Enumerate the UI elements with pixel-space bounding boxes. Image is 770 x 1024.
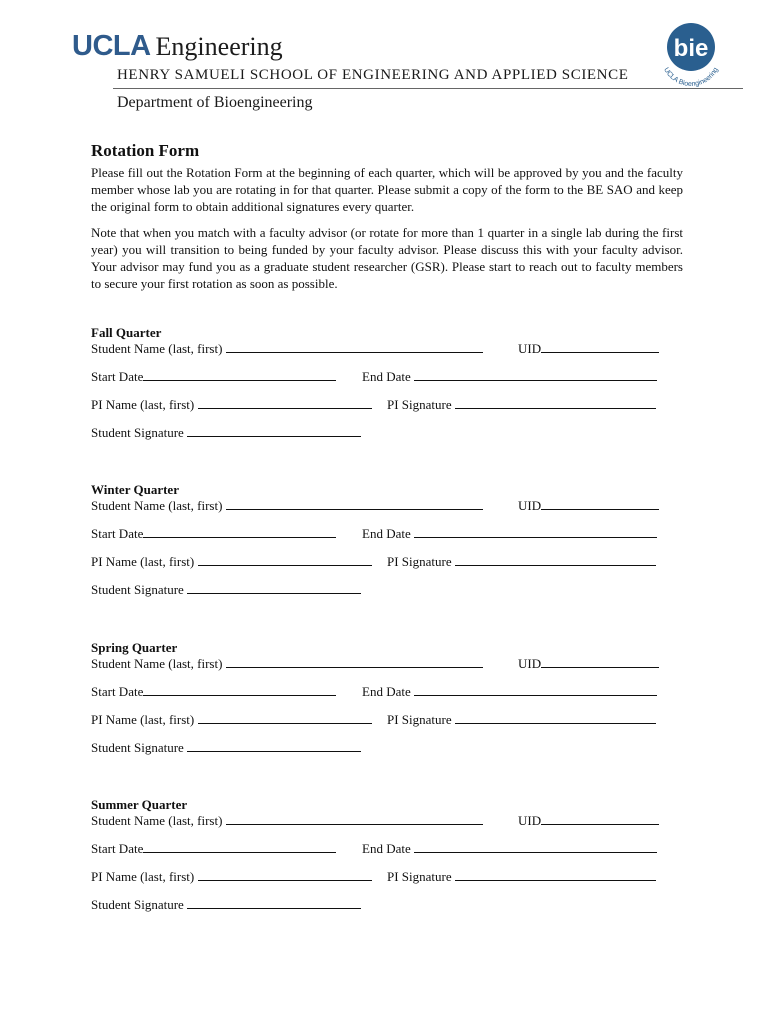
dates-row — [91, 369, 681, 397]
student-signature-row — [91, 425, 681, 453]
quarter-title: Fall Quarter — [91, 325, 162, 340]
pi-signature-field[interactable] — [387, 712, 656, 728]
uid-field[interactable] — [518, 341, 659, 357]
student-name-row — [91, 341, 681, 369]
start-date-field[interactable] — [91, 369, 336, 385]
end-date-label: End Date — [362, 684, 411, 699]
start-date-field[interactable] — [91, 841, 336, 857]
student-name-row — [91, 813, 681, 841]
pi-row — [91, 554, 681, 582]
start-date-label: Start Date — [91, 841, 144, 856]
student-signature-label: Student Signature — [91, 740, 184, 755]
start-date-field[interactable] — [91, 684, 336, 700]
pi-name-label: PI Name (last, first) — [91, 397, 195, 412]
student-name-label: Student Name (last, first) — [91, 341, 223, 356]
student-signature-field[interactable] — [91, 425, 361, 441]
start-date-label: Start Date — [91, 526, 144, 541]
pi-row — [91, 397, 681, 425]
seal-caption: UCLA Bioengineering — [662, 66, 720, 88]
uid-field[interactable] — [518, 656, 659, 672]
pi-name-label: PI Name (last, first) — [91, 554, 195, 569]
uid-label: UID — [518, 498, 542, 513]
dates-row — [91, 841, 681, 869]
student-name-row — [91, 656, 681, 684]
page-title: Rotation Form — [91, 141, 200, 160]
pi-row — [91, 869, 681, 897]
student-signature-label: Student Signature — [91, 897, 184, 912]
student-signature-field[interactable] — [91, 582, 361, 598]
dates-row — [91, 684, 681, 712]
instructions-paragraph: Please fill out the Rotation Form at the beginning of each quarter, which will be approved by you and the faculty member whose lab you are rotating in for that quarter. Please submit a copy of the form to the BE SAO and keep the original form to obtain additional signatures every quarter. — [91, 165, 683, 214]
pi-signature-field[interactable] — [387, 397, 656, 413]
student-signature-label: Student Signature — [91, 425, 184, 440]
end-date-label: End Date — [362, 526, 411, 541]
pi-name-field[interactable] — [91, 869, 372, 885]
uid-label: UID — [518, 813, 542, 828]
pi-signature-label: PI Signature — [387, 869, 452, 884]
uid-label: UID — [518, 656, 542, 671]
student-name-field[interactable] — [91, 813, 483, 829]
pi-name-label: PI Name (last, first) — [91, 712, 195, 727]
student-name-label: Student Name (last, first) — [91, 813, 223, 828]
end-date-field[interactable] — [362, 369, 657, 385]
student-signature-field[interactable] — [91, 740, 361, 756]
quarter-title: Summer Quarter — [91, 797, 188, 812]
uid-field[interactable] — [518, 498, 659, 514]
logo-brand-suffix: Engineering — [155, 32, 283, 61]
student-name-field[interactable] — [91, 498, 483, 514]
pi-name-field[interactable] — [91, 554, 372, 570]
pi-signature-label: PI Signature — [387, 397, 452, 412]
pi-row — [91, 712, 681, 740]
pi-signature-field[interactable] — [387, 869, 656, 885]
student-signature-row — [91, 897, 681, 925]
letterhead — [0, 0, 770, 120]
student-signature-row — [91, 740, 681, 768]
quarter-title: Winter Quarter — [91, 482, 179, 497]
winter-quarter-section — [91, 482, 681, 610]
bioengineering-seal-icon — [655, 16, 727, 88]
seal-letters: bie — [673, 35, 709, 62]
funding-note-paragraph: Note that when you match with a faculty advisor (or rotate for more than 1 quarter in a single lab during the first year) you will transition to being funded by your faculty advisor. Please discuss this with your faculty advisor. Your advisor may fund you as a graduate student researcher (GSR). Please start to reach out to faculty members to secure your first rotation as soon as possible. — [91, 225, 683, 291]
student-signature-label: Student Signature — [91, 582, 184, 597]
student-name-label: Student Name (last, first) — [91, 656, 223, 671]
pi-name-field[interactable] — [91, 397, 372, 413]
department-name: Department of Bioengineering — [117, 94, 313, 111]
ucla-engineering-logo — [72, 30, 283, 64]
uid-field[interactable] — [518, 813, 659, 829]
student-name-field[interactable] — [91, 341, 483, 357]
quarter-title: Spring Quarter — [91, 640, 178, 655]
student-signature-row — [91, 582, 681, 610]
start-date-label: Start Date — [91, 684, 144, 699]
pi-signature-field[interactable] — [387, 554, 656, 570]
start-date-field[interactable] — [91, 526, 336, 542]
fall-quarter-section — [91, 325, 681, 453]
summer-quarter-section — [91, 797, 681, 925]
end-date-field[interactable] — [362, 841, 657, 857]
student-name-label: Student Name (last, first) — [91, 498, 223, 513]
pi-signature-label: PI Signature — [387, 712, 452, 727]
start-date-label: Start Date — [91, 369, 144, 384]
spring-quarter-section — [91, 640, 681, 768]
logo-brand: UCLA — [72, 30, 151, 62]
header-divider — [113, 88, 743, 89]
student-name-row — [91, 498, 681, 526]
pi-name-field[interactable] — [91, 712, 372, 728]
end-date-field[interactable] — [362, 684, 657, 700]
student-signature-field[interactable] — [91, 897, 361, 913]
intro-section — [91, 140, 683, 292]
end-date-field[interactable] — [362, 526, 657, 542]
dates-row — [91, 526, 681, 554]
student-name-field[interactable] — [91, 656, 483, 672]
end-date-label: End Date — [362, 841, 411, 856]
uid-label: UID — [518, 341, 542, 356]
school-name: HENRY SAMUELI SCHOOL OF ENGINEERING AND APPLIED SCIENCE — [117, 67, 629, 83]
pi-name-label: PI Name (last, first) — [91, 869, 195, 884]
pi-signature-label: PI Signature — [387, 554, 452, 569]
end-date-label: End Date — [362, 369, 411, 384]
